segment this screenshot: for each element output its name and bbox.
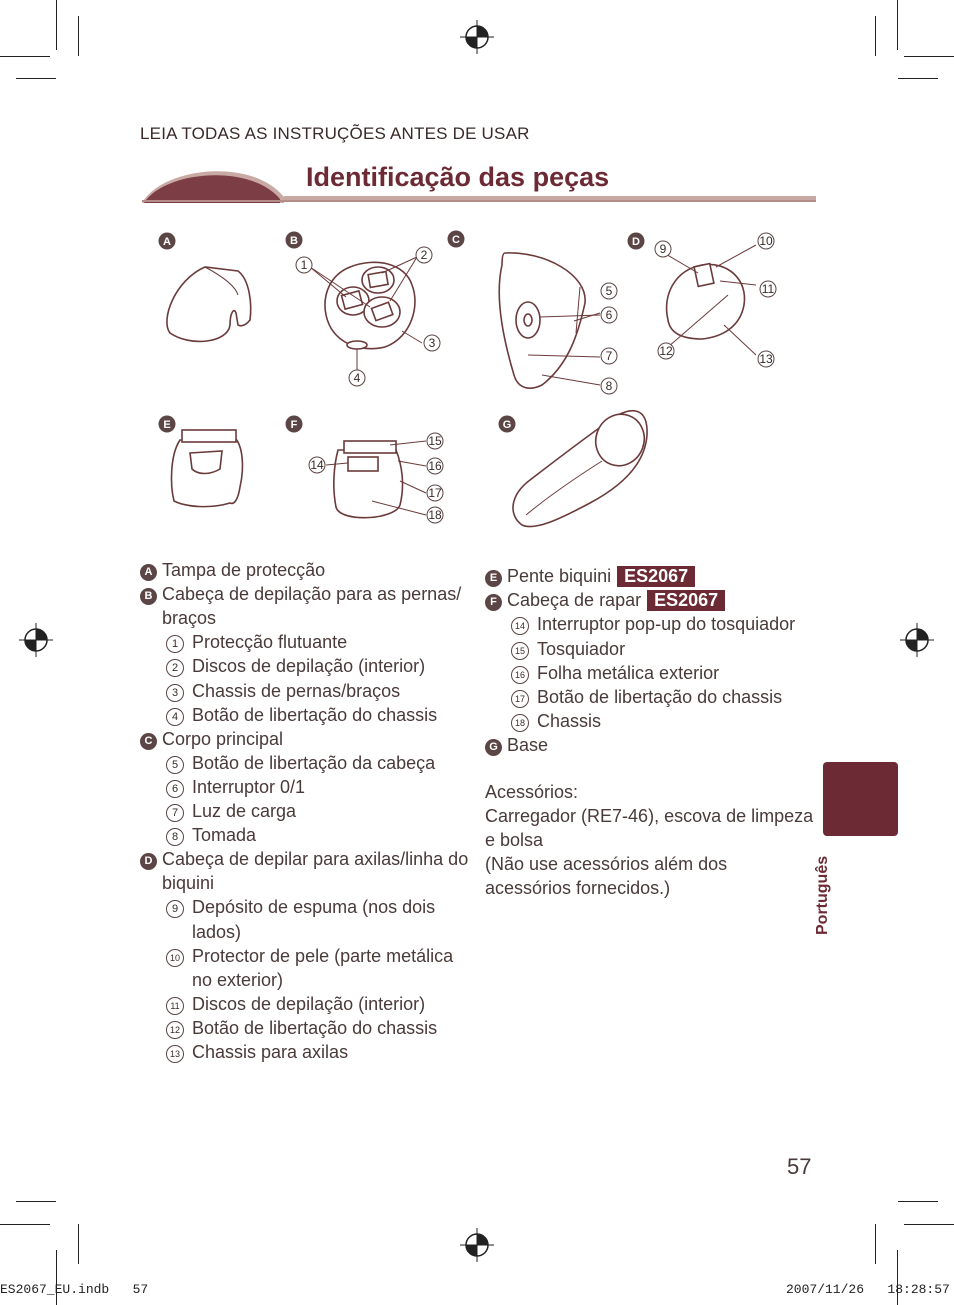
part-letter-badge: E [485,570,502,587]
parts-illustration [150,225,810,540]
letter-a: A [163,236,171,248]
crop-mark [904,56,954,57]
svg-text:7: 7 [605,349,613,363]
crop-mark [78,1224,79,1264]
svg-text:3: 3 [428,336,436,350]
crop-mark [897,0,898,50]
part-label: Luz de carga [192,801,297,821]
part-number-circle: 1 [166,635,184,653]
part-list-item [485,588,725,612]
part-number-circle: 4 [166,708,184,726]
part-label: Tomada [192,825,257,846]
part-list-item [511,637,625,661]
svg-text:F: F [290,419,298,431]
accessories-line: Carregador (RE7-46), escova de limpeza [485,806,814,826]
title-underline [142,200,816,202]
svg-text:10: 10 [759,234,773,248]
svg-text:14: 14 [310,458,324,472]
svg-text:D: D [632,236,640,248]
part-list-item [511,685,782,709]
part-list-item [166,992,425,1016]
registration-mark-left [19,623,53,657]
part-letter-badge: F [485,594,502,611]
part-label: Tosquiador [537,638,626,659]
page-number: 57 [787,1154,812,1179]
svg-text:B: B [290,235,298,247]
part-label: Chassis [537,711,602,732]
part-letter-badge: C [140,733,157,750]
footer-datetime: 2007/11/26 18:28:57 [786,1282,950,1297]
part-letter-badge: G [485,739,502,756]
part-number-circle: 15 [511,642,529,660]
part-list-item [140,558,325,582]
part-number-circle: 10 [166,949,184,967]
part-list-item [166,654,425,678]
registration-mark-right [900,623,934,657]
svg-text:G: G [502,419,512,431]
part-list-item [166,944,453,968]
part-e-bikini-comb [159,416,243,507]
part-number-circle: 13 [166,1045,184,1063]
part-label: Interruptor 0/1 [192,776,306,797]
part-list-item [140,606,216,630]
part-label: Discos de depilação (interior) [192,656,426,677]
footer-file: ES2067_EU.indb 57 [0,1282,149,1297]
part-list-item [140,727,283,751]
svg-text:C: C [452,234,460,246]
page-title: Identificação das peças [306,162,610,192]
part-number-circle: 9 [166,900,184,918]
part-list-item [166,920,241,944]
part-label: no exterior) [192,969,284,990]
crop-mark [16,78,56,79]
crop-mark [0,1224,50,1225]
svg-text:17: 17 [428,486,442,500]
part-label: Interruptor pop-up do tosquiador [537,614,796,635]
part-label: braços [162,608,217,629]
part-label: Protecção flutuante [192,632,348,653]
part-list-item [140,871,214,895]
accessories-section [485,780,813,900]
part-letter-badge: B [140,588,157,605]
crop-mark [875,16,876,56]
part-c-main-body [448,231,618,395]
crop-mark [16,1201,56,1202]
part-number-circle: 14 [511,617,529,635]
part-list-item [166,968,283,992]
svg-text:18: 18 [428,508,442,522]
accessories-heading: Acessórios: [485,782,579,802]
header-instruction: LEIA TODAS AS INSTRUÇÕES ANTES DE USAR [140,124,530,143]
part-label: Botão de libertação do chassis [192,704,438,725]
part-number-circle: 5 [166,756,184,774]
part-list-item [166,895,435,919]
part-label: Cabeça de depilação para as pernas/ [162,584,462,605]
part-label: Depósito de espuma (nos dois [192,897,436,918]
svg-text:1: 1 [300,258,308,272]
language-tab [823,762,898,836]
part-list-item [511,709,601,733]
part-number-circle: 2 [166,659,184,677]
part-list-item [140,582,461,606]
part-label: Corpo principal [162,728,284,749]
svg-text:5: 5 [605,284,613,298]
part-label: Cabeça de rapar [507,590,642,611]
part-label: Base [507,735,549,756]
part-b-legs-head [286,232,441,387]
part-number-circle: 12 [166,1021,184,1039]
part-number-circle: 8 [166,828,184,846]
part-label: Folha metálica exterior [537,662,720,683]
part-list-item [511,612,795,636]
part-list-item [485,733,548,757]
registration-mark-top [460,20,494,54]
part-list-item [485,564,695,588]
svg-text:2: 2 [420,248,428,262]
part-list-item [140,847,468,871]
part-label: Chassis para axilas [192,1042,349,1062]
svg-text:4: 4 [353,371,361,385]
part-g-base [499,407,652,526]
part-label: Botão de libertação do chassis [192,1017,438,1038]
svg-text:E: E [163,419,171,431]
part-number-circle: 11 [166,997,184,1015]
part-label: Discos de depilação (interior) [192,993,426,1014]
part-list-item [166,751,435,775]
part-number-circle: 7 [166,804,184,822]
svg-text:6: 6 [605,308,613,322]
accessories-line: acessórios fornecidos.) [485,878,671,898]
svg-text:16: 16 [428,459,442,473]
part-list-item [166,630,347,654]
svg-text:9: 9 [659,242,667,256]
title-tab-shape [142,157,284,203]
part-label: lados) [192,921,242,942]
svg-text:8: 8 [605,379,613,393]
part-number-circle: 3 [166,684,184,702]
part-list-item [166,703,437,727]
language-label: Português [814,855,831,935]
part-label: Cabeça de depilar para axilas/linha do [162,849,469,870]
part-list-item [166,1016,437,1040]
part-number-circle: 18 [511,714,529,732]
crop-mark [56,0,57,50]
crop-mark [875,1224,876,1264]
part-list-item [166,1040,348,1064]
crop-mark [904,1224,954,1225]
part-list-item [166,823,256,847]
svg-text:11: 11 [761,282,775,296]
model-badge: ES2067 [617,566,695,587]
part-list-item [166,775,305,799]
part-number-circle: 17 [511,690,529,708]
part-a-cap [159,233,251,342]
svg-text:12: 12 [659,344,673,358]
part-letter-badge: A [140,564,157,581]
svg-text:15: 15 [428,434,442,448]
crop-mark [0,56,50,57]
crop-mark [898,78,938,79]
part-d-underarm-head [628,233,777,368]
part-label: Chassis de pernas/braços [192,680,401,701]
svg-text:13: 13 [759,352,773,366]
part-label: biquini [162,873,215,894]
accessories-line: e bolsa [485,830,544,850]
part-f-shaver-head [286,416,444,524]
part-list-item [511,661,719,685]
part-list-item [166,679,400,703]
part-number-circle: 16 [511,666,529,684]
part-label: Protector de pele (parte metálica [192,945,454,966]
registration-mark-bottom [460,1228,494,1262]
part-label: Botão de libertação do chassis [537,687,783,707]
part-label: Pente biquini [507,566,612,586]
part-letter-badge: D [140,853,157,870]
accessories-line: (Não use acessórios além dos [485,854,728,874]
crop-mark [898,1201,938,1202]
part-number-circle: 6 [166,780,184,798]
model-badge: ES2067 [647,590,725,611]
part-label: Tampa de protecção [162,560,326,580]
part-list-item [166,799,296,823]
crop-mark [78,16,79,56]
part-label: Botão de libertação da cabeça [192,752,436,773]
